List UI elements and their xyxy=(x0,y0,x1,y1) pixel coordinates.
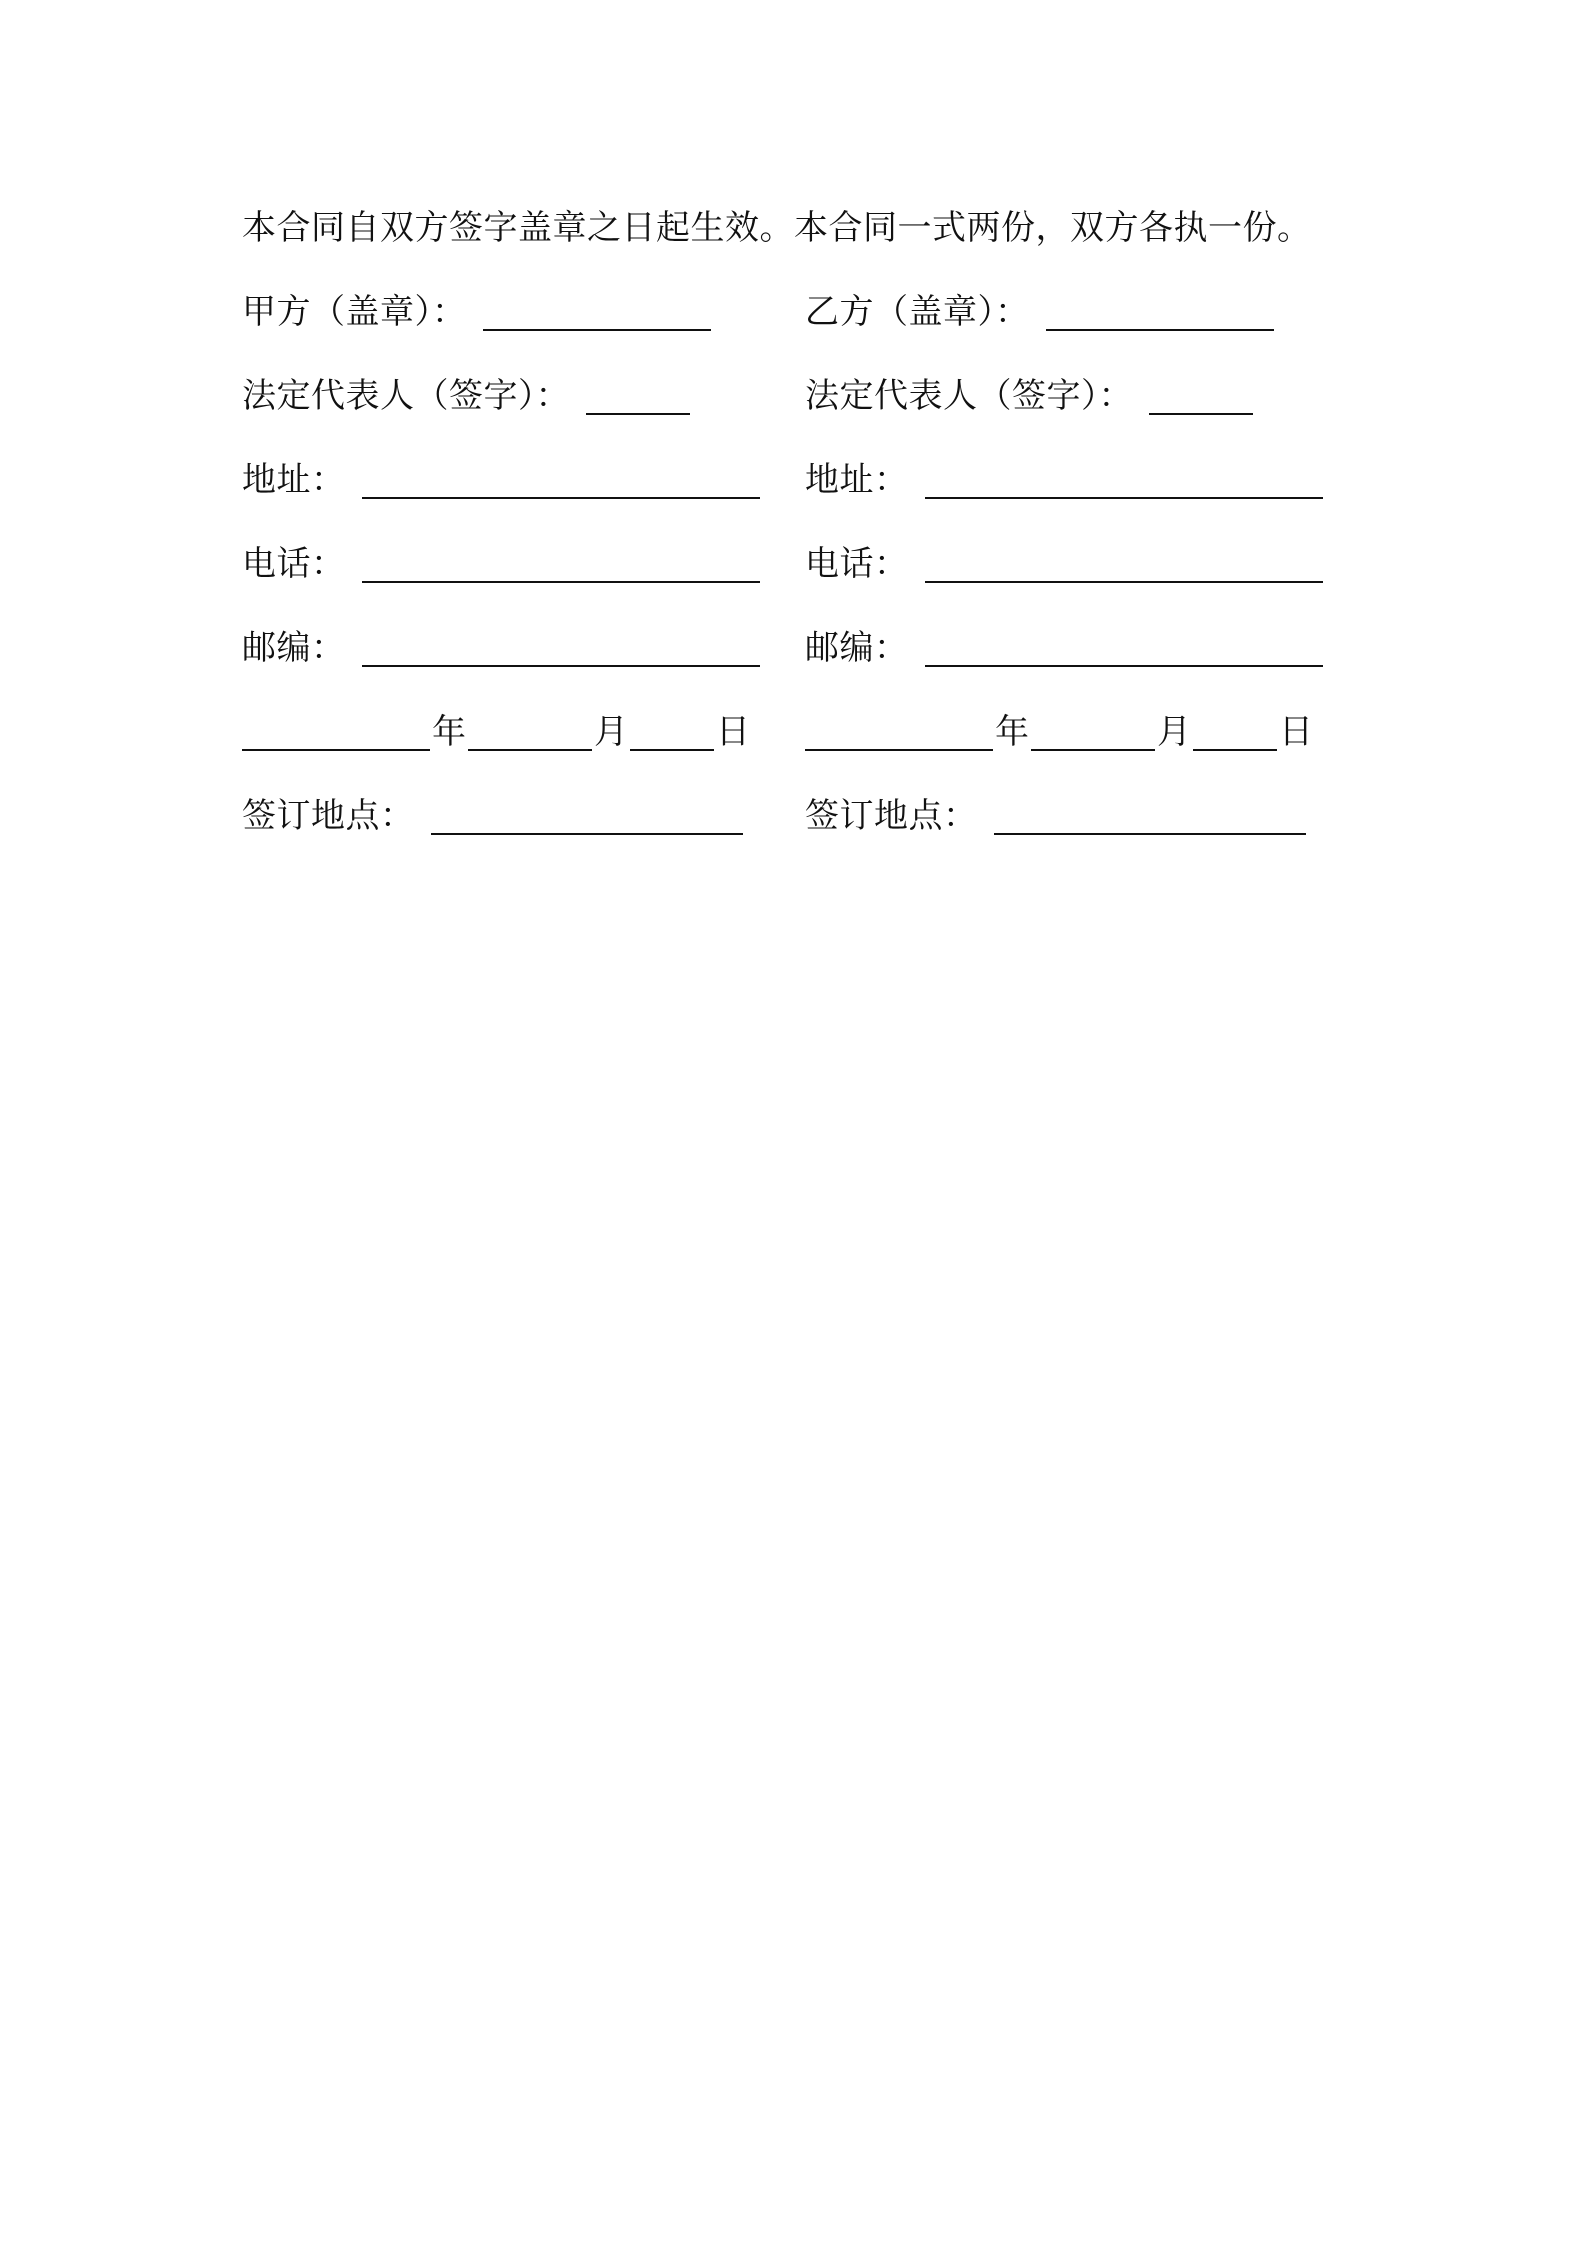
party-b-postcode xyxy=(805,620,1362,676)
party-b-day-unit: 日 xyxy=(1279,712,1313,752)
party-a-address xyxy=(242,452,805,508)
party-a-rep-blank[interactable] xyxy=(586,377,690,415)
party-a-seal xyxy=(242,284,805,340)
party-a-rep-label: 法定代表人（签字）： xyxy=(242,376,570,416)
party-b-postcode-label: 邮编： xyxy=(805,628,909,668)
party-a-place-label: 签订地点： xyxy=(242,796,415,836)
address-row xyxy=(242,452,1362,508)
party-b-representative xyxy=(805,368,1362,424)
party-a-postcode-label: 邮编： xyxy=(242,628,346,668)
party-a-date xyxy=(242,704,805,760)
party-a-postcode xyxy=(242,620,805,676)
party-b-address-blank[interactable] xyxy=(925,461,1323,499)
party-b-phone xyxy=(805,536,1362,592)
party-b-year-blank[interactable] xyxy=(805,713,993,751)
signing-place-row xyxy=(242,788,1362,844)
representative-row xyxy=(242,368,1362,424)
party-b-place-label: 签订地点： xyxy=(805,796,978,836)
signature-section xyxy=(242,200,1362,844)
party-b-seal xyxy=(805,284,1362,340)
seal-row xyxy=(242,284,1362,340)
party-a-phone-label: 电话： xyxy=(242,544,346,584)
party-b-address-label: 地址： xyxy=(805,460,909,500)
party-a-address-label: 地址： xyxy=(242,460,346,500)
party-b-rep-blank[interactable] xyxy=(1149,377,1253,415)
party-a-place-blank[interactable] xyxy=(431,797,743,835)
party-b-month-unit: 月 xyxy=(1157,712,1191,752)
party-a-phone xyxy=(242,536,805,592)
party-a-month-unit: 月 xyxy=(594,712,628,752)
party-a-day-unit: 日 xyxy=(716,712,750,752)
party-b-year-unit: 年 xyxy=(995,712,1029,752)
party-a-day-blank[interactable] xyxy=(630,713,714,751)
party-b-address xyxy=(805,452,1362,508)
party-b-seal-blank[interactable] xyxy=(1046,293,1274,331)
date-row xyxy=(242,704,1362,760)
party-b-month-blank[interactable] xyxy=(1031,713,1155,751)
party-a-year-unit: 年 xyxy=(432,712,466,752)
party-b-postcode-blank[interactable] xyxy=(925,629,1323,667)
party-a-postcode-blank[interactable] xyxy=(362,629,760,667)
party-b-signing-place xyxy=(805,788,1362,844)
party-b-seal-label: 乙方（盖章）： xyxy=(805,292,1030,332)
party-a-seal-blank[interactable] xyxy=(483,293,711,331)
party-a-address-blank[interactable] xyxy=(362,461,760,499)
party-b-phone-blank[interactable] xyxy=(925,545,1323,583)
party-a-phone-blank[interactable] xyxy=(362,545,760,583)
party-b-date xyxy=(805,704,1362,760)
party-a-representative xyxy=(242,368,805,424)
party-b-day-blank[interactable] xyxy=(1193,713,1277,751)
party-a-month-blank[interactable] xyxy=(468,713,592,751)
party-a-year-blank[interactable] xyxy=(242,713,430,751)
party-a-seal-label: 甲方（盖章）： xyxy=(242,292,467,332)
party-b-rep-label: 法定代表人（签字）： xyxy=(805,376,1133,416)
party-b-phone-label: 电话： xyxy=(805,544,909,584)
postcode-row xyxy=(242,620,1362,676)
party-a-signing-place xyxy=(242,788,805,844)
party-b-place-blank[interactable] xyxy=(994,797,1306,835)
effective-clause: 本合同自双方签字盖章之日起生效。本合同一式两份，双方各执一份。 xyxy=(242,208,1312,248)
phone-row xyxy=(242,536,1362,592)
